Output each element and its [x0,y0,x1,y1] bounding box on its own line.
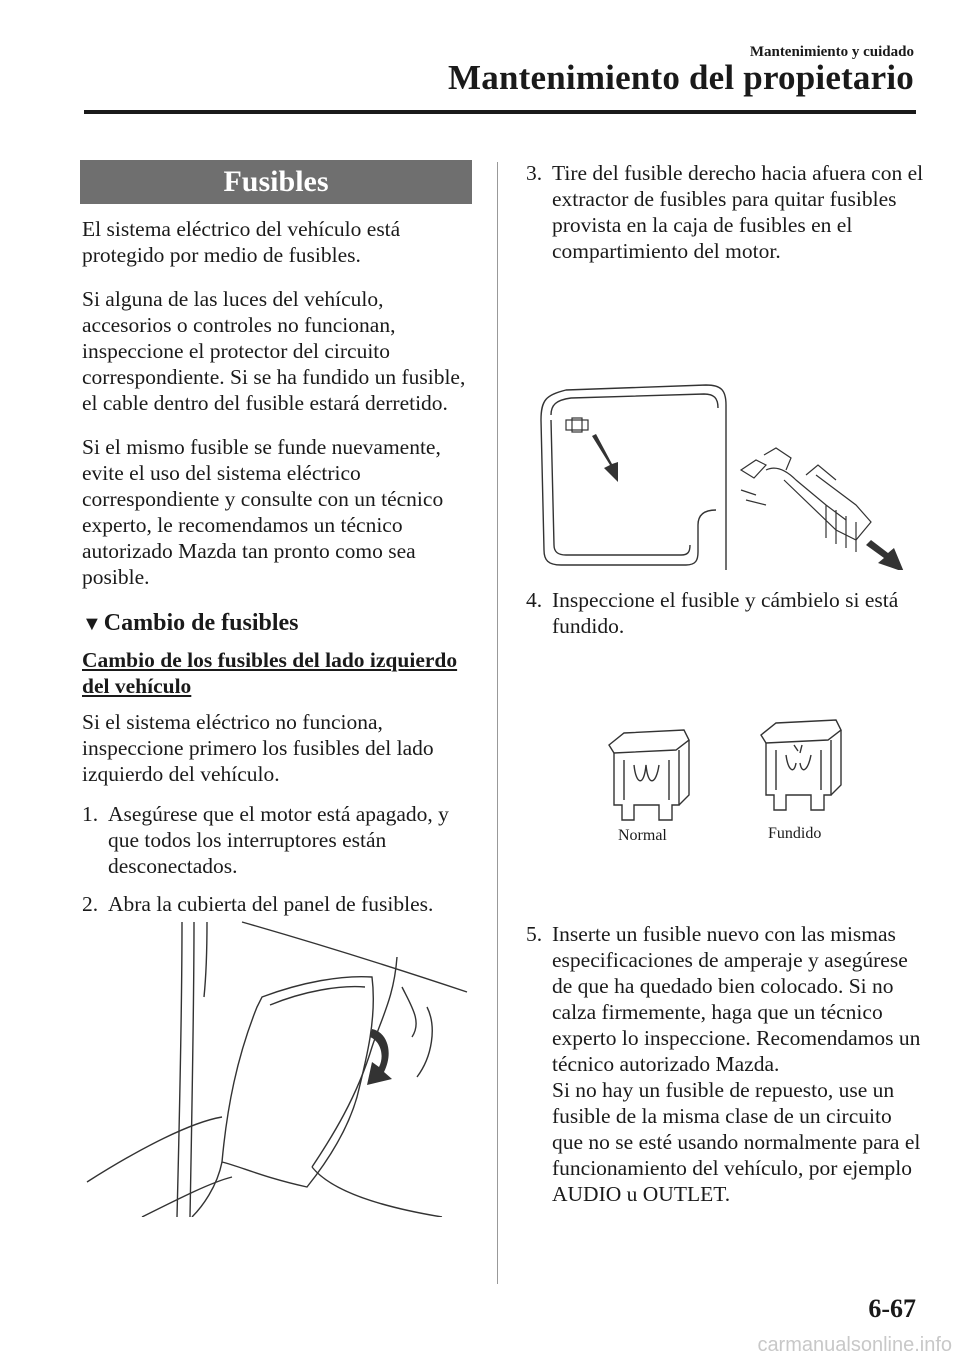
footer-watermark: carmanualsonline.info [757,1334,952,1356]
step-number: 4. [526,588,543,612]
blown-fuse-illustration [756,715,856,825]
step-text: Abra la cubierta del panel de fusibles. [108,892,434,916]
left-column [82,160,472,1222]
page-title: Mantenimiento del propietario [448,58,914,97]
triangle-down-icon: ▼ [82,613,102,635]
step-text: Tire del fusible derecho hacia afuera con el extractor de fusibles para quitar fusibles provista en la caja de fusibles en el compartimiento del motor. [552,161,924,263]
step-item [82,801,472,879]
subsubsection-heading: Cambio de los fusibles del lado izquierdo del vehículo [82,648,458,698]
step-number: 3. [526,161,543,185]
page-number: 6-67 [868,1294,916,1323]
step-number: 2. [82,892,99,916]
inspection-paragraph: Si alguna de las luces del vehículo, accesorios o controles no funcionan, inspeccione el protector del circuito correspondiente. Si se ha fundido un fusible, el cable dentro del fusible estará derretido. [82,287,466,415]
chapter-label: Mantenimiento y cuidado [749,44,914,60]
blown-fuse-label: Fundido [768,825,822,842]
intro-paragraph: El sistema eléctrico del vehículo está protegido por medio de fusibles. [82,217,401,267]
right-column [526,160,926,1207]
step-number: 5. [526,922,543,946]
fuse-comparison-figure [526,639,926,919]
normal-fuse-illustration [604,725,704,835]
subsection-heading [82,608,472,639]
step-item [526,160,926,264]
section-title: Fusibles [80,160,472,204]
step-item [526,921,926,1207]
step-item [82,891,472,917]
column-divider [497,162,498,1284]
fuse-panel-cover-illustration [82,917,472,1217]
normal-fuse-label: Normal [618,827,667,844]
fuse-puller-illustration [526,290,926,570]
step-text: Inserte un fusible nuevo con las mismas especificaciones de amperaje y asegúrese de que ha quedado bien colocado. Si no calza firmemente, haga que un técnico experto lo inspeccione. Recomendamos un técnico autorizado Mazda. Si no hay un fusible de repuesto, use un fusible de la misma clase de un circuito que no se esté usando normalmente para el funcionamiento del vehículo, por ejemplo AUDIO u OUTLET. [552,922,921,1206]
step-text: Asegúrese que el motor está apagado, y que todos los interruptores están desconectados. [108,802,449,878]
warning-paragraph: Si el mismo fusible se funde nuevamente, evite el uso del sistema eléctrico correspondiente y consulte con un técnico experto, le recomendamos un técnico autorizado Mazda tan pronto como sea posible. [82,435,444,589]
header-rule [84,110,916,114]
step-number: 1. [82,802,99,826]
step-text: Inspeccione el fusible y cámbielo si está fundido. [552,588,899,638]
step-item [526,587,926,639]
subsection-heading-text: Cambio de fusibles [103,610,299,636]
left-side-paragraph: Si el sistema eléctrico no funciona, inspeccione primero los fusibles del lado izquierdo del vehículo. [82,710,434,786]
